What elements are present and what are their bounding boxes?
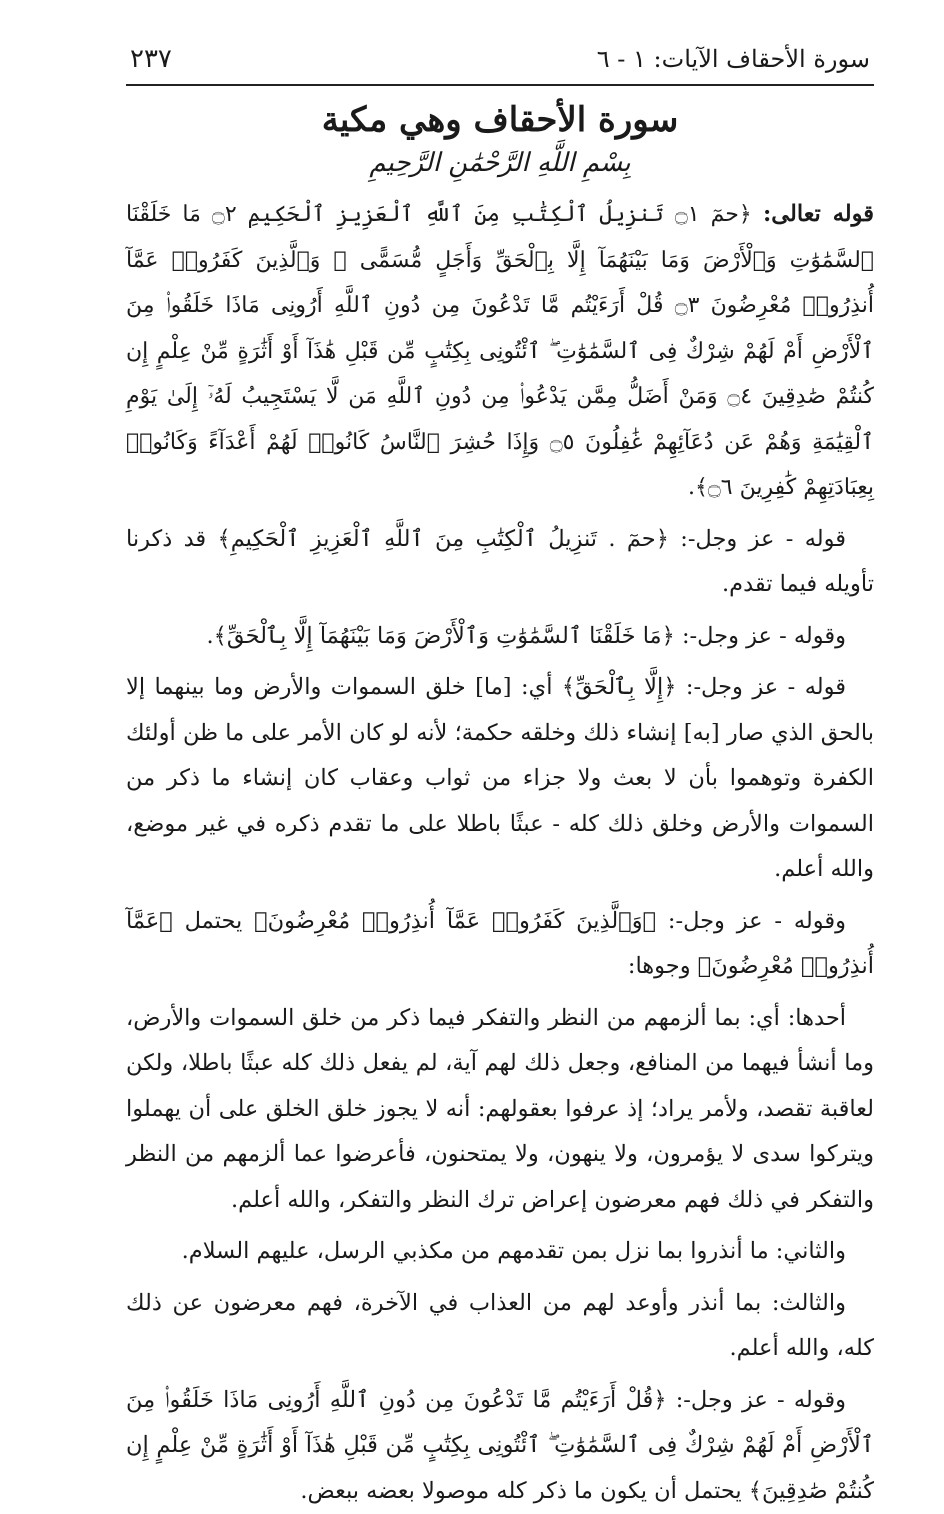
paragraph-4: وقوله - عز وجل-: ﴿وَٱلَّذِينَ كَفَرُوا۟ عَمَّآ أُنذِرُوا۟ مُعْرِضُونَ﴾ يحتمل ﴿عَمَّآ أُنذِرُوا۟ مُعْرِضُونَ﴾ وجوها: xyxy=(126,899,874,990)
surah-title: سورة الأحقاف وهي مكية xyxy=(126,100,874,140)
basmala: بِسْمِ اللَّهِ الرَّحْمَٰنِ الرَّحِيمِ xyxy=(126,148,874,178)
paragraph-2: وقوله - عز وجل-: ﴿مَا خَلَقْنَا ٱلسَّمَٰوَٰتِ وَٱلْأَرْضَ وَمَا بَيْنَهُمَآ إِلَّا بِٱلْحَقِّ﴾. xyxy=(126,614,874,660)
paragraph-3: قوله - عز وجل-: ﴿إِلَّا بِٱلْحَقِّ﴾ أي: [ما] خلق السموات والأرض وما بينهما إلا بالحق الذي صار [به] إنشاء ذلك وخلقه حكمة؛ لأنه لو كان الأمر على ما ظن أولئك الكفرة وتوهموا بأن لا بعث ولا جزاء من ثواب وعقاب كان إنشاء ما ذكر من السموات والأرض وخلق ذلك كله - عبثًا باطلا على ما تقدم ذكره في غير موضع، والله أعلم. xyxy=(126,665,874,893)
verses-label: قوله تعالى: xyxy=(763,201,874,227)
paragraph-1: قوله - عز وجل-: ﴿حمٓ . تَنزِيلُ ٱلْكِتَٰبِ مِنَ ٱللَّهِ ٱلْعَزِيزِ ٱلْحَكِيمِ﴾ قد ذكرنا تأويله فيما تقدم. xyxy=(126,517,874,608)
header-section-title: سورة الأحقاف الآيات: ١ - ٦ xyxy=(597,45,870,73)
page-number: ٢٣٧ xyxy=(130,44,172,74)
paragraph-7: والثالث: بما أنذر وأوعد لهم من العذاب في الآخرة، فهم معرضون عن ذلك كله، والله أعلم. xyxy=(126,1281,874,1372)
paragraph-5: أحدها: أي: بما ألزمهم من النظر والتفكر فيما ذكر من خلق السموات والأرض، وما أنشأ فيهما من المنافع، وجعل ذلك لهم آية، لم يفعل ذلك كله عبثًا باطلا، ولكن لعاقبة تقصد، ولأمر يراد؛ إذ عرفوا بعقولهم: أنه لا يجوز خلق الخلق على أن يهملوا ويتركوا سدى لا يؤمرون، ولا ينهون، ولا يمتحنون، فأعرضوا عما ألزمهم من النظر والتفكر في ذلك فهم معرضون إعراض ترك النظر والتفكر، والله أعلم. xyxy=(126,996,874,1224)
paragraph-8: وقوله - عز وجل-: ﴿قُلْ أَرَءَيْتُم مَّا تَدْعُونَ مِن دُونِ ٱللَّهِ أَرُونِى مَاذَا خَلَقُوا۟ مِنَ ٱلْأَرْضِ أَمْ لَهُمْ شِرْكٌ فِى ٱلسَّمَٰوَٰتِ ۖ ٱئْتُونِى بِكِتَٰبٍ مِّن قَبْلِ هَٰذَآ أَوْ أَثَٰرَةٍ مِّنْ عِلْمٍ إِن كُنتُمْ صَٰدِقِينَ﴾ يحتمل أن يكون ما ذكر كله موصولا بعضه ببعض. xyxy=(126,1378,874,1514)
verses-block xyxy=(126,192,874,511)
verses-text: ﴿حمٓ ۝١ تَنزِيلُ ٱلْكِتَٰبِ مِنَ ٱللَّهِ ٱلْعَزِيزِ ٱلْحَكِيمِ ۝٢ مَا خَلَقْنَا ٱلسَّمَٰوَٰتِ وَٱلْأَرْضَ وَمَا بَيْنَهُمَآ إِلَّا بِٱلْحَقِّ وَأَجَلٍ مُّسَمًّى ۚ وَٱلَّذِينَ كَفَرُوا۟ عَمَّآ أُنذِرُوا۟ مُعْرِضُونَ ۝٣ قُلْ أَرَءَيْتُم مَّا تَدْعُونَ مِن دُونِ ٱللَّهِ أَرُونِى مَاذَا خَلَقُوا۟ مِنَ ٱلْأَرْضِ أَمْ لَهُمْ شِرْكٌ فِى ٱلسَّمَٰوَٰتِ ۖ ٱئْتُونِى بِكِتَٰبٍ مِّن قَبْلِ هَٰذَآ أَوْ أَثَٰرَةٍ مِّنْ عِلْمٍ إِن كُنتُمْ صَٰدِقِينَ ۝٤ وَمَنْ أَضَلُّ مِمَّن يَدْعُوا۟ مِن دُونِ ٱللَّهِ مَن لَّا يَسْتَجِيبُ لَهُۥٓ إِلَىٰ يَوْمِ ٱلْقِيَٰمَةِ وَهُمْ عَن دُعَآئِهِمْ غَٰفِلُونَ ۝٥ وَإِذَا حُشِرَ ٱلنَّاسُ كَانُوا۟ لَهُمْ أَعْدَآءً وَكَانُوا۟ بِعِبَادَتِهِمْ كَٰفِرِينَ ۝٦﴾. xyxy=(126,202,874,500)
running-header xyxy=(126,44,874,86)
paragraph-6: والثاني: ما أنذروا بما نزل بمن تقدمهم من مكذبي الرسل، عليهم السلام. xyxy=(126,1229,874,1275)
